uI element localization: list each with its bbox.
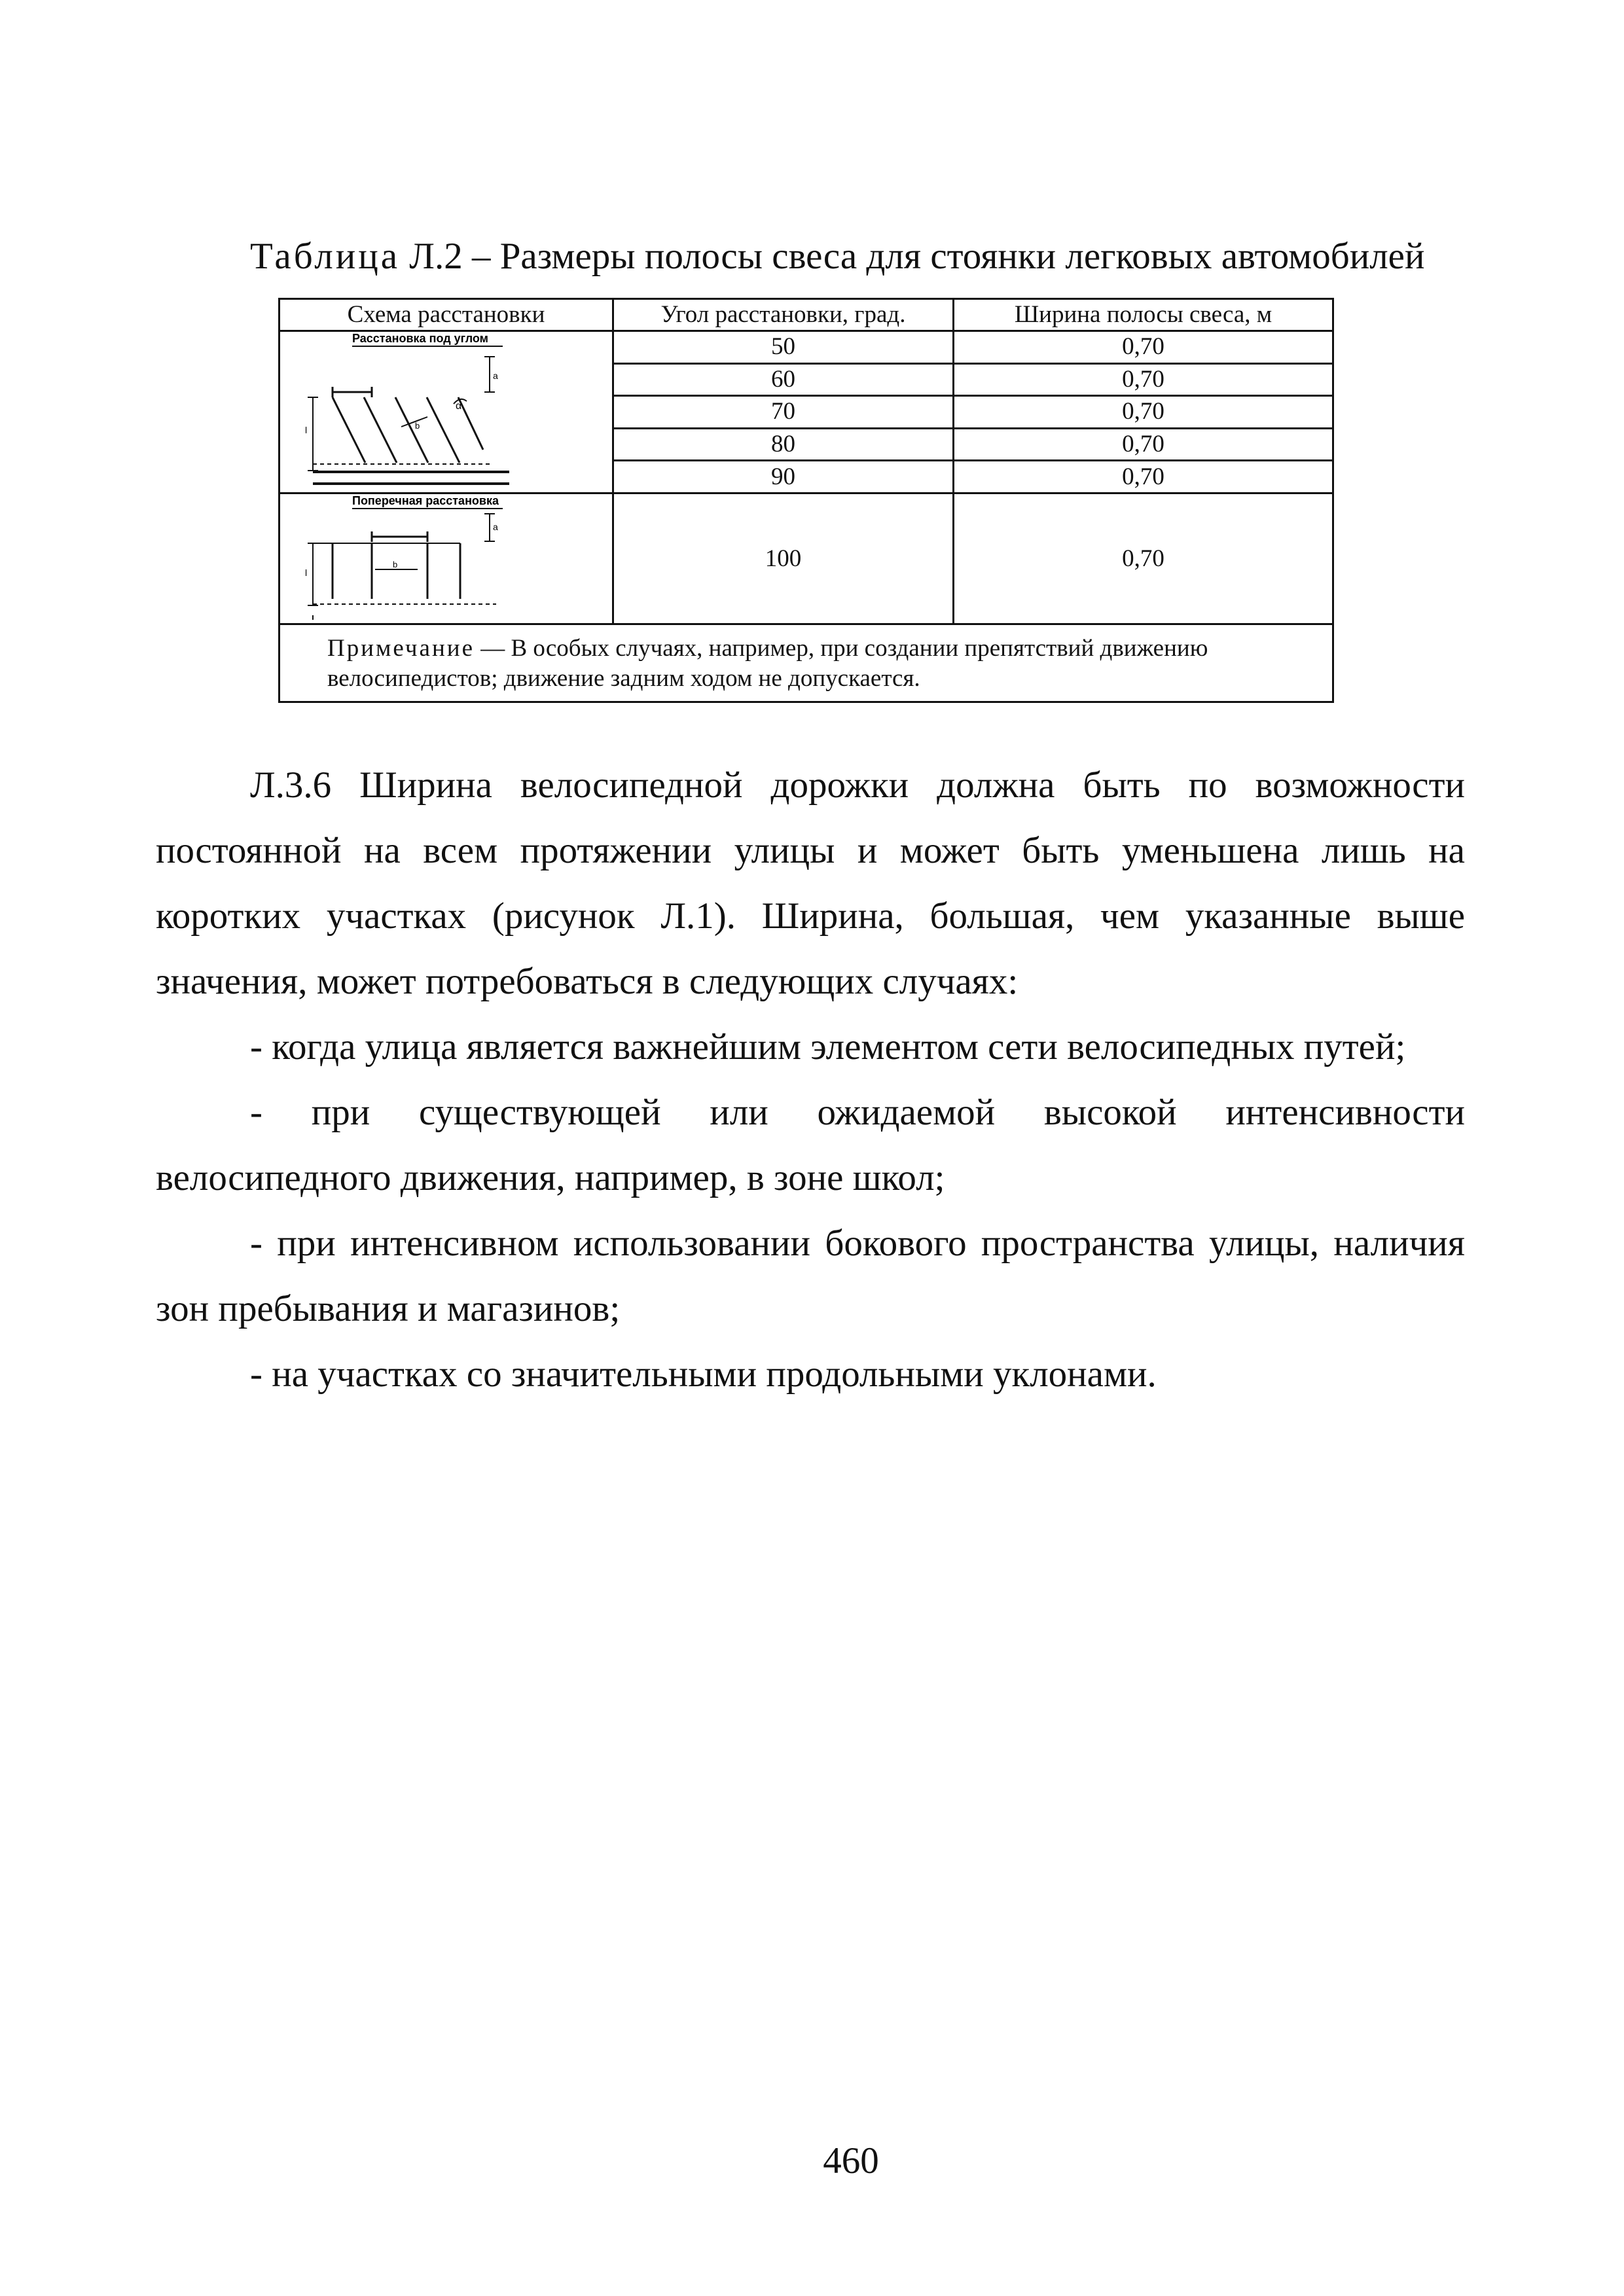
scheme-angled-label: Расстановка под углом [352, 332, 488, 345]
table-row [280, 331, 1333, 364]
table-header-row [280, 299, 1333, 331]
width-cell: 0,70 [954, 363, 1333, 396]
header-angle: Угол расстановки, град. [613, 299, 954, 331]
svg-text:a: a [493, 522, 498, 532]
caption-prefix: Таблица [250, 236, 401, 277]
angle-cell: 60 [613, 363, 954, 396]
table-row [280, 493, 1333, 624]
width-cell: 0,70 [954, 493, 1333, 624]
angle-cell: 70 [613, 396, 954, 429]
scheme-perpendicular-cell [280, 493, 613, 624]
svg-text:α: α [456, 401, 462, 412]
angle-cell: 50 [613, 331, 954, 364]
svg-text:b: b [393, 560, 398, 569]
list-item: - на участках со значительными продольными уклонами. [250, 1354, 1157, 1395]
svg-text:l: l [305, 425, 308, 435]
page-number: 460 [823, 2140, 879, 2181]
angle-cell: 90 [613, 461, 954, 493]
table-note-row [280, 624, 1333, 702]
header-scheme: Схема расстановки [280, 299, 613, 331]
caption-title: Л.2 – Размеры полосы свеса для стоянки легковых автомобилей [400, 236, 1425, 277]
list-item: - при существующей или ожидаемой высокой интенсивности велосипедного движения, например, в зоне школ; [156, 1092, 1465, 1198]
angle-cell: 100 [613, 493, 954, 624]
angle-cell: 80 [613, 428, 954, 461]
paragraph: Л.3.6 Ширина велосипедной дорожки должна быть по возможности постоянной на всем протяжении улицы и может быть уменьшена лишь на коротких участках (рисунок Л.1). Ширина, большая, чем указанные выше значения, может потребоваться в следующих случаях: [156, 764, 1465, 1002]
body-text [156, 753, 1465, 1407]
svg-text:l: l [305, 567, 308, 578]
scheme-angled-cell [280, 331, 613, 493]
header-width: Ширина полосы свеса, м [954, 299, 1333, 331]
overhang-table [278, 298, 1334, 703]
list-item: - при интенсивном использовании бокового пространства улицы, наличия зон пребывания и магазинов; [156, 1223, 1465, 1329]
width-cell: 0,70 [954, 461, 1333, 493]
svg-text:b: b [415, 421, 420, 431]
angled-parking-diagram [287, 332, 535, 492]
table-note [280, 624, 1333, 702]
scheme-perpendicular-label: Поперечная расстановка [352, 494, 499, 507]
width-cell: 0,70 [954, 331, 1333, 364]
perpendicular-parking-diagram [287, 494, 535, 622]
note-text: — В особых случаях, например, при создании препятствий движению велосипедистов; движение задним ходом не допускается. [327, 635, 1208, 692]
svg-text:a: a [493, 370, 498, 381]
width-cell: 0,70 [954, 396, 1333, 429]
list-item: - когда улица является важнейшим элементом сети велосипедных путей; [250, 1026, 1406, 1067]
width-cell: 0,70 [954, 428, 1333, 461]
note-label: Примечание [327, 635, 475, 662]
table-caption [250, 230, 1474, 283]
